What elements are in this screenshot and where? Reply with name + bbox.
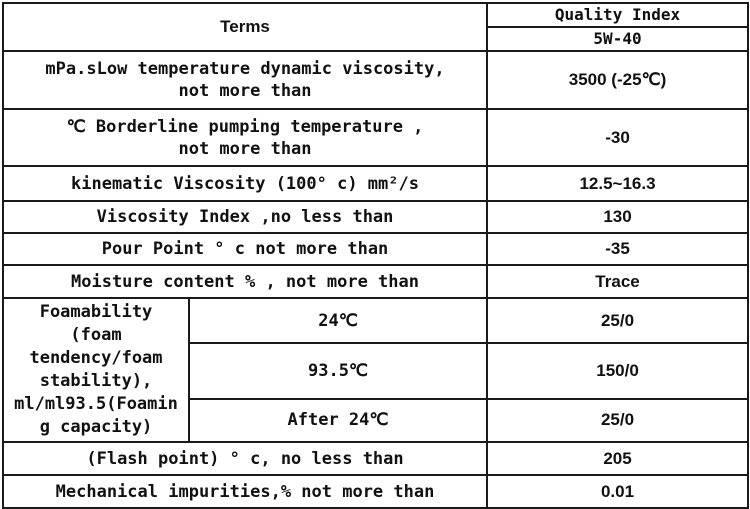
foamability-label: Foamability (foam tendency/foam stability), ml/ml93.5(Foamin g capacity) <box>3 298 189 442</box>
term-cell: mPa.sLow temperature dynamic viscosity, not more than <box>3 51 487 109</box>
value-cell: -30 <box>487 109 748 166</box>
grade-header: 5W-40 <box>487 27 748 51</box>
value-cell: 205 <box>487 442 748 475</box>
header-row <box>3 3 748 27</box>
foam-condition-cell: 93.5℃ <box>189 343 487 399</box>
table-row <box>3 201 748 233</box>
table-row <box>3 51 748 109</box>
terms-header: Terms <box>3 3 487 51</box>
value-cell: 130 <box>487 201 748 233</box>
term-cell: (Flash point) ° c, no less than <box>3 442 487 475</box>
term-cell: Moisture content % , not more than <box>3 265 487 298</box>
term-cell: kinematic Viscosity (100° c) mm²/s <box>3 166 487 201</box>
foam-value-cell: 25/0 <box>487 298 748 343</box>
table-row <box>3 475 748 508</box>
quality-spec-table <box>2 2 749 509</box>
table-row <box>3 442 748 475</box>
term-cell: ℃ Borderline pumping temperature , not more than <box>3 109 487 166</box>
value-cell: Trace <box>487 265 748 298</box>
value-cell: 0.01 <box>487 475 748 508</box>
term-cell: Mechanical impurities,% not more than <box>3 475 487 508</box>
value-cell: 12.5~16.3 <box>487 166 748 201</box>
term-cell: Pour Point ° c not more than <box>3 233 487 265</box>
quality-index-header: Quality Index <box>487 3 748 27</box>
foam-condition-cell: 24℃ <box>189 298 487 343</box>
foam-row <box>3 298 748 343</box>
value-cell: -35 <box>487 233 748 265</box>
foam-value-cell: 25/0 <box>487 399 748 442</box>
foam-value-cell: 150/0 <box>487 343 748 399</box>
value-cell: 3500 (-25℃) <box>487 51 748 109</box>
term-cell: Viscosity Index ,no less than <box>3 201 487 233</box>
table-row <box>3 166 748 201</box>
table-row <box>3 265 748 298</box>
table-row <box>3 233 748 265</box>
foam-condition-cell: After 24℃ <box>189 399 487 442</box>
table-row <box>3 109 748 166</box>
